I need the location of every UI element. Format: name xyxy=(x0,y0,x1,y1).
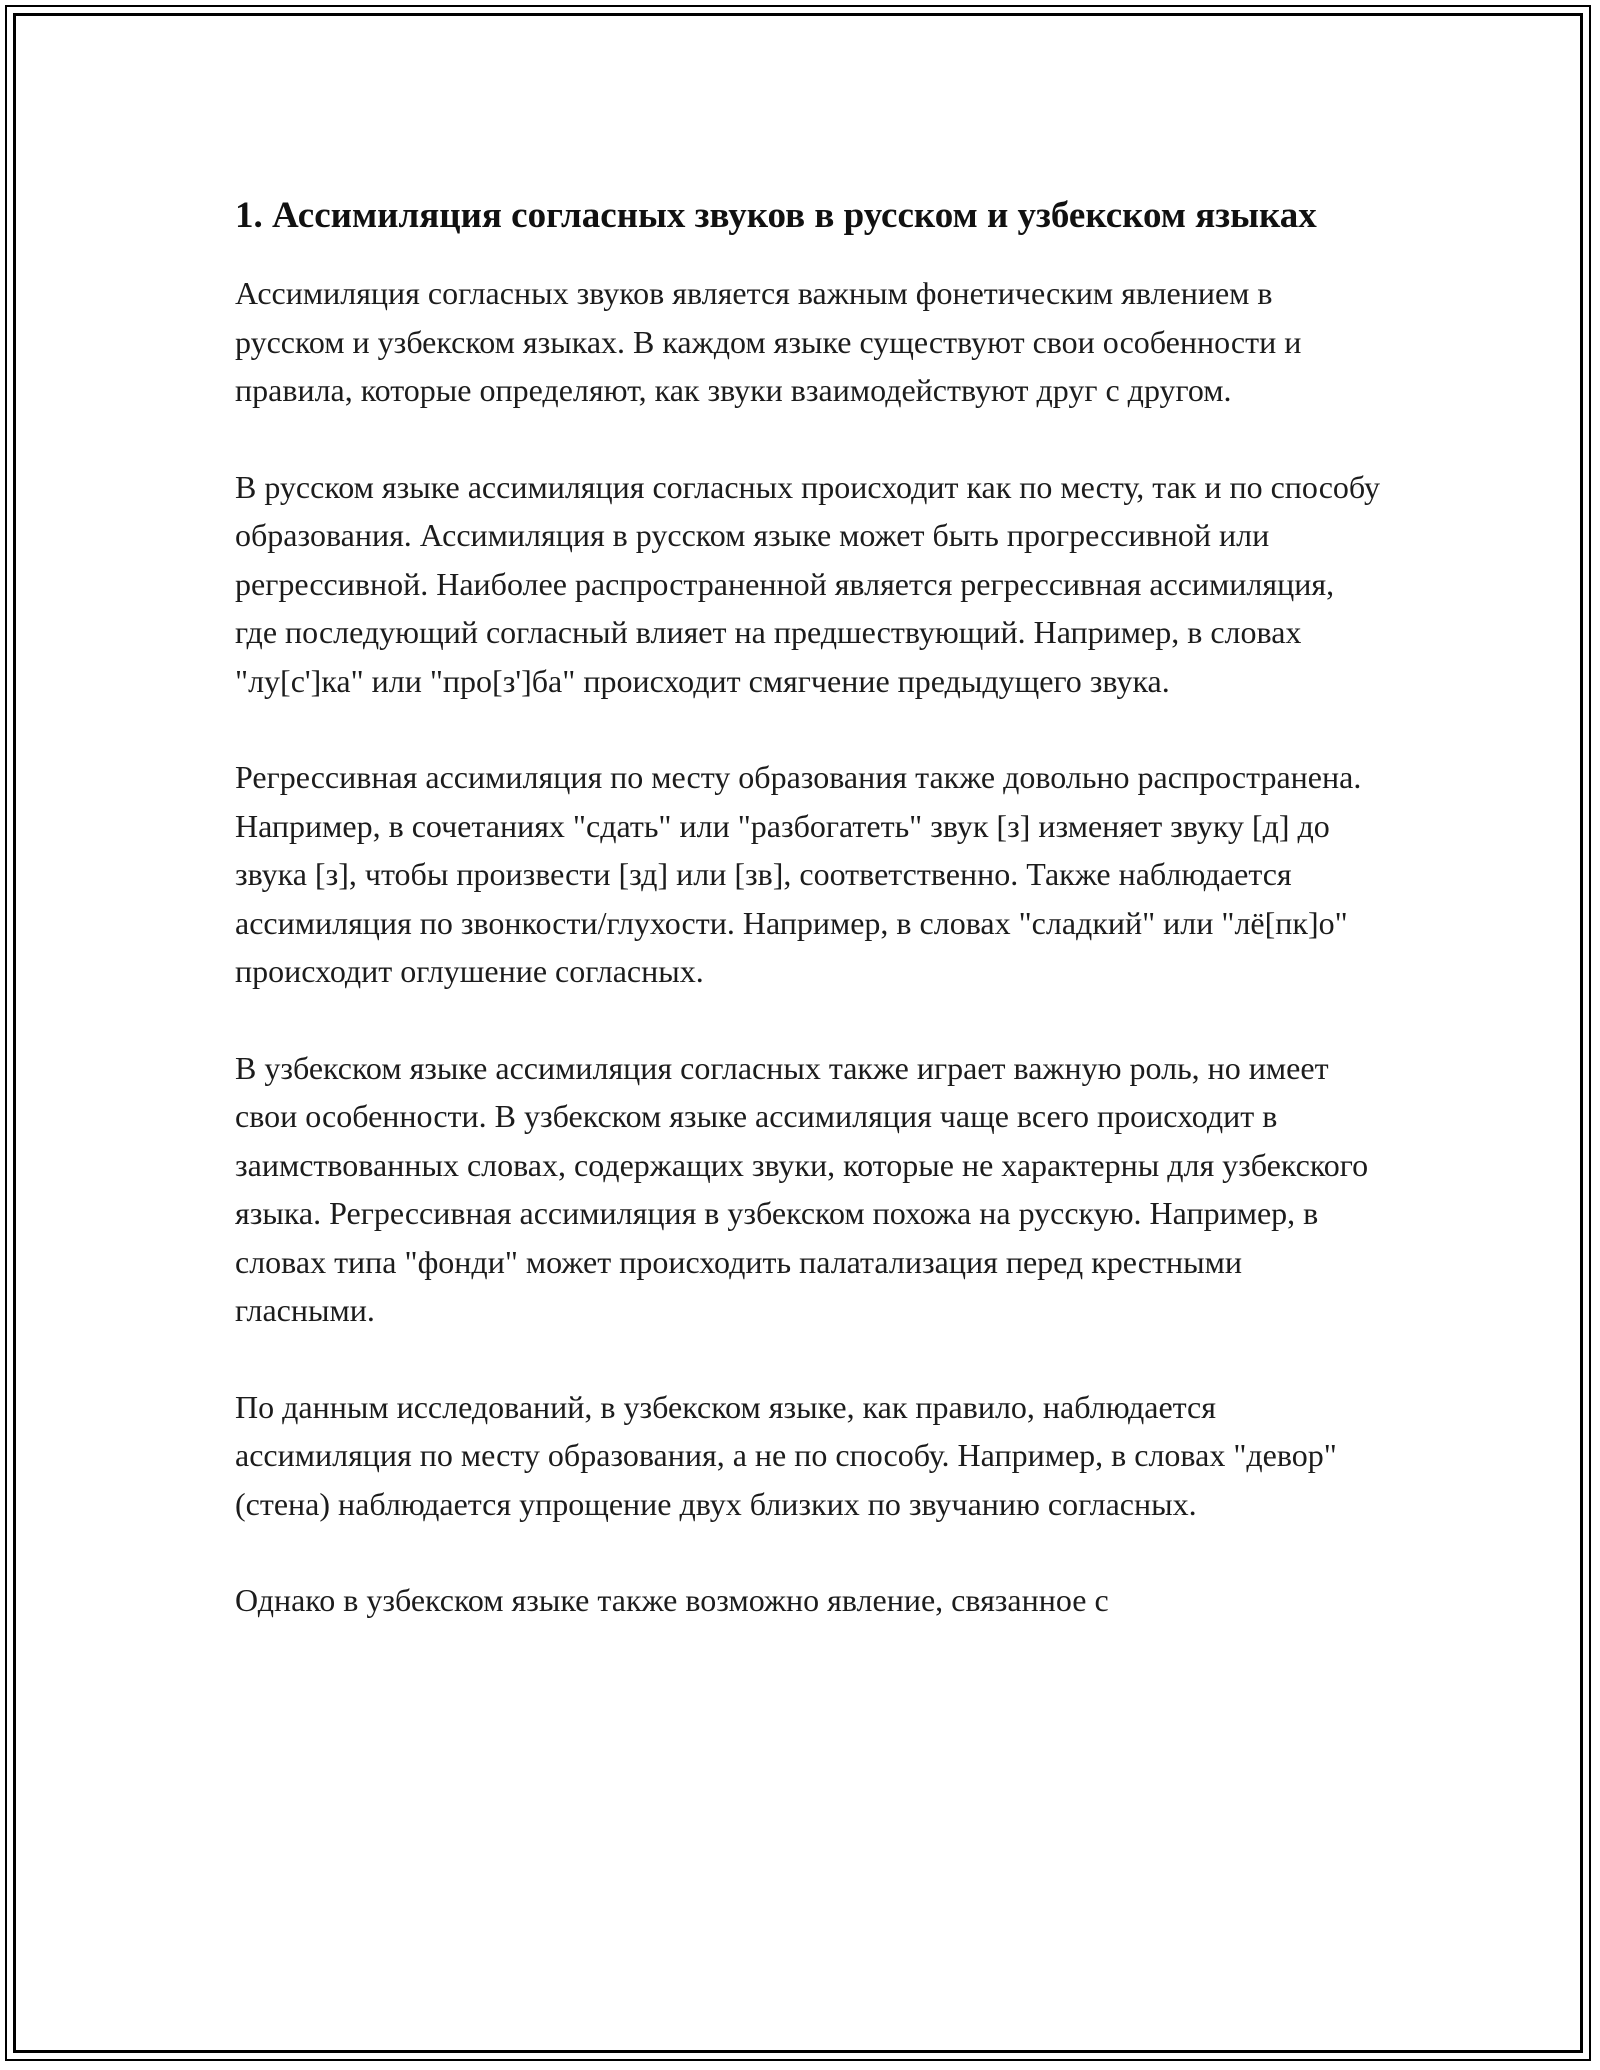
paragraph-russian-assimilation: В русском языке ассимиляция согласных происходит как по месту, так и по способу образования. Ассимиляция в русском языке может быть прогрессивной или регрессивной. Наиболее распространенной является регрессивная ассимиляция, где последующий согласный влияет на предшествующий. Например, в словах "лу[с']ка" или "про[з']ба" происходит смягчение предыдущего звука. xyxy=(235,468,1380,699)
paragraph-intro: Ассимиляция согласных звуков является важным фонетическим явлением в русском и узбекском языках. В каждом языке существуют свои особенности и правила, которые определяют, как звуки взаимодействуют друг с другом. xyxy=(235,275,1302,408)
document-body xyxy=(235,188,1380,1673)
section-heading: 1. Ассимиляция согласных звуков в русском и узбекском языках xyxy=(235,195,1317,236)
paragraph-uzbek-assimilation: В узбекском языке ассимиляция согласных также играет важную роль, но имеет свои особенности. В узбекском языке ассимиляция чаще всего происходит в заимствованных словах, содержащих звуки, которые не характерны для узбекского языка. Регрессивная ассимиляция в узбекском похожа на русскую. Например, в словах типа "фонди" может происходить палатализация перед крестными гласными. xyxy=(235,1049,1369,1328)
paragraph-continuation: Однако в узбекском языке также возможно явление, связанное с xyxy=(235,1582,1109,1618)
paragraph-research-data: По данным исследований, в узбекском языке, как правило, наблюдается ассимиляция по месту образования, а не по способу. Например, в словах "девор" (стена) наблюдается упрощение двух близких по звучанию согласных. xyxy=(235,1388,1337,1522)
paragraph-regressive-assimilation: Регрессивная ассимиляция по месту образования также довольно распространена. Например, в сочетаниях "сдать" или "разбогатеть" звук [з] изменяет звуку [д] до звука [з], чтобы произвести [зд] или [зв], соответственно. Также наблюдается ассимиляция по звонкости/глухости. Например, в словах "сладкий" или "лё[пк]о" происходит оглушение согласных. xyxy=(235,759,1362,989)
